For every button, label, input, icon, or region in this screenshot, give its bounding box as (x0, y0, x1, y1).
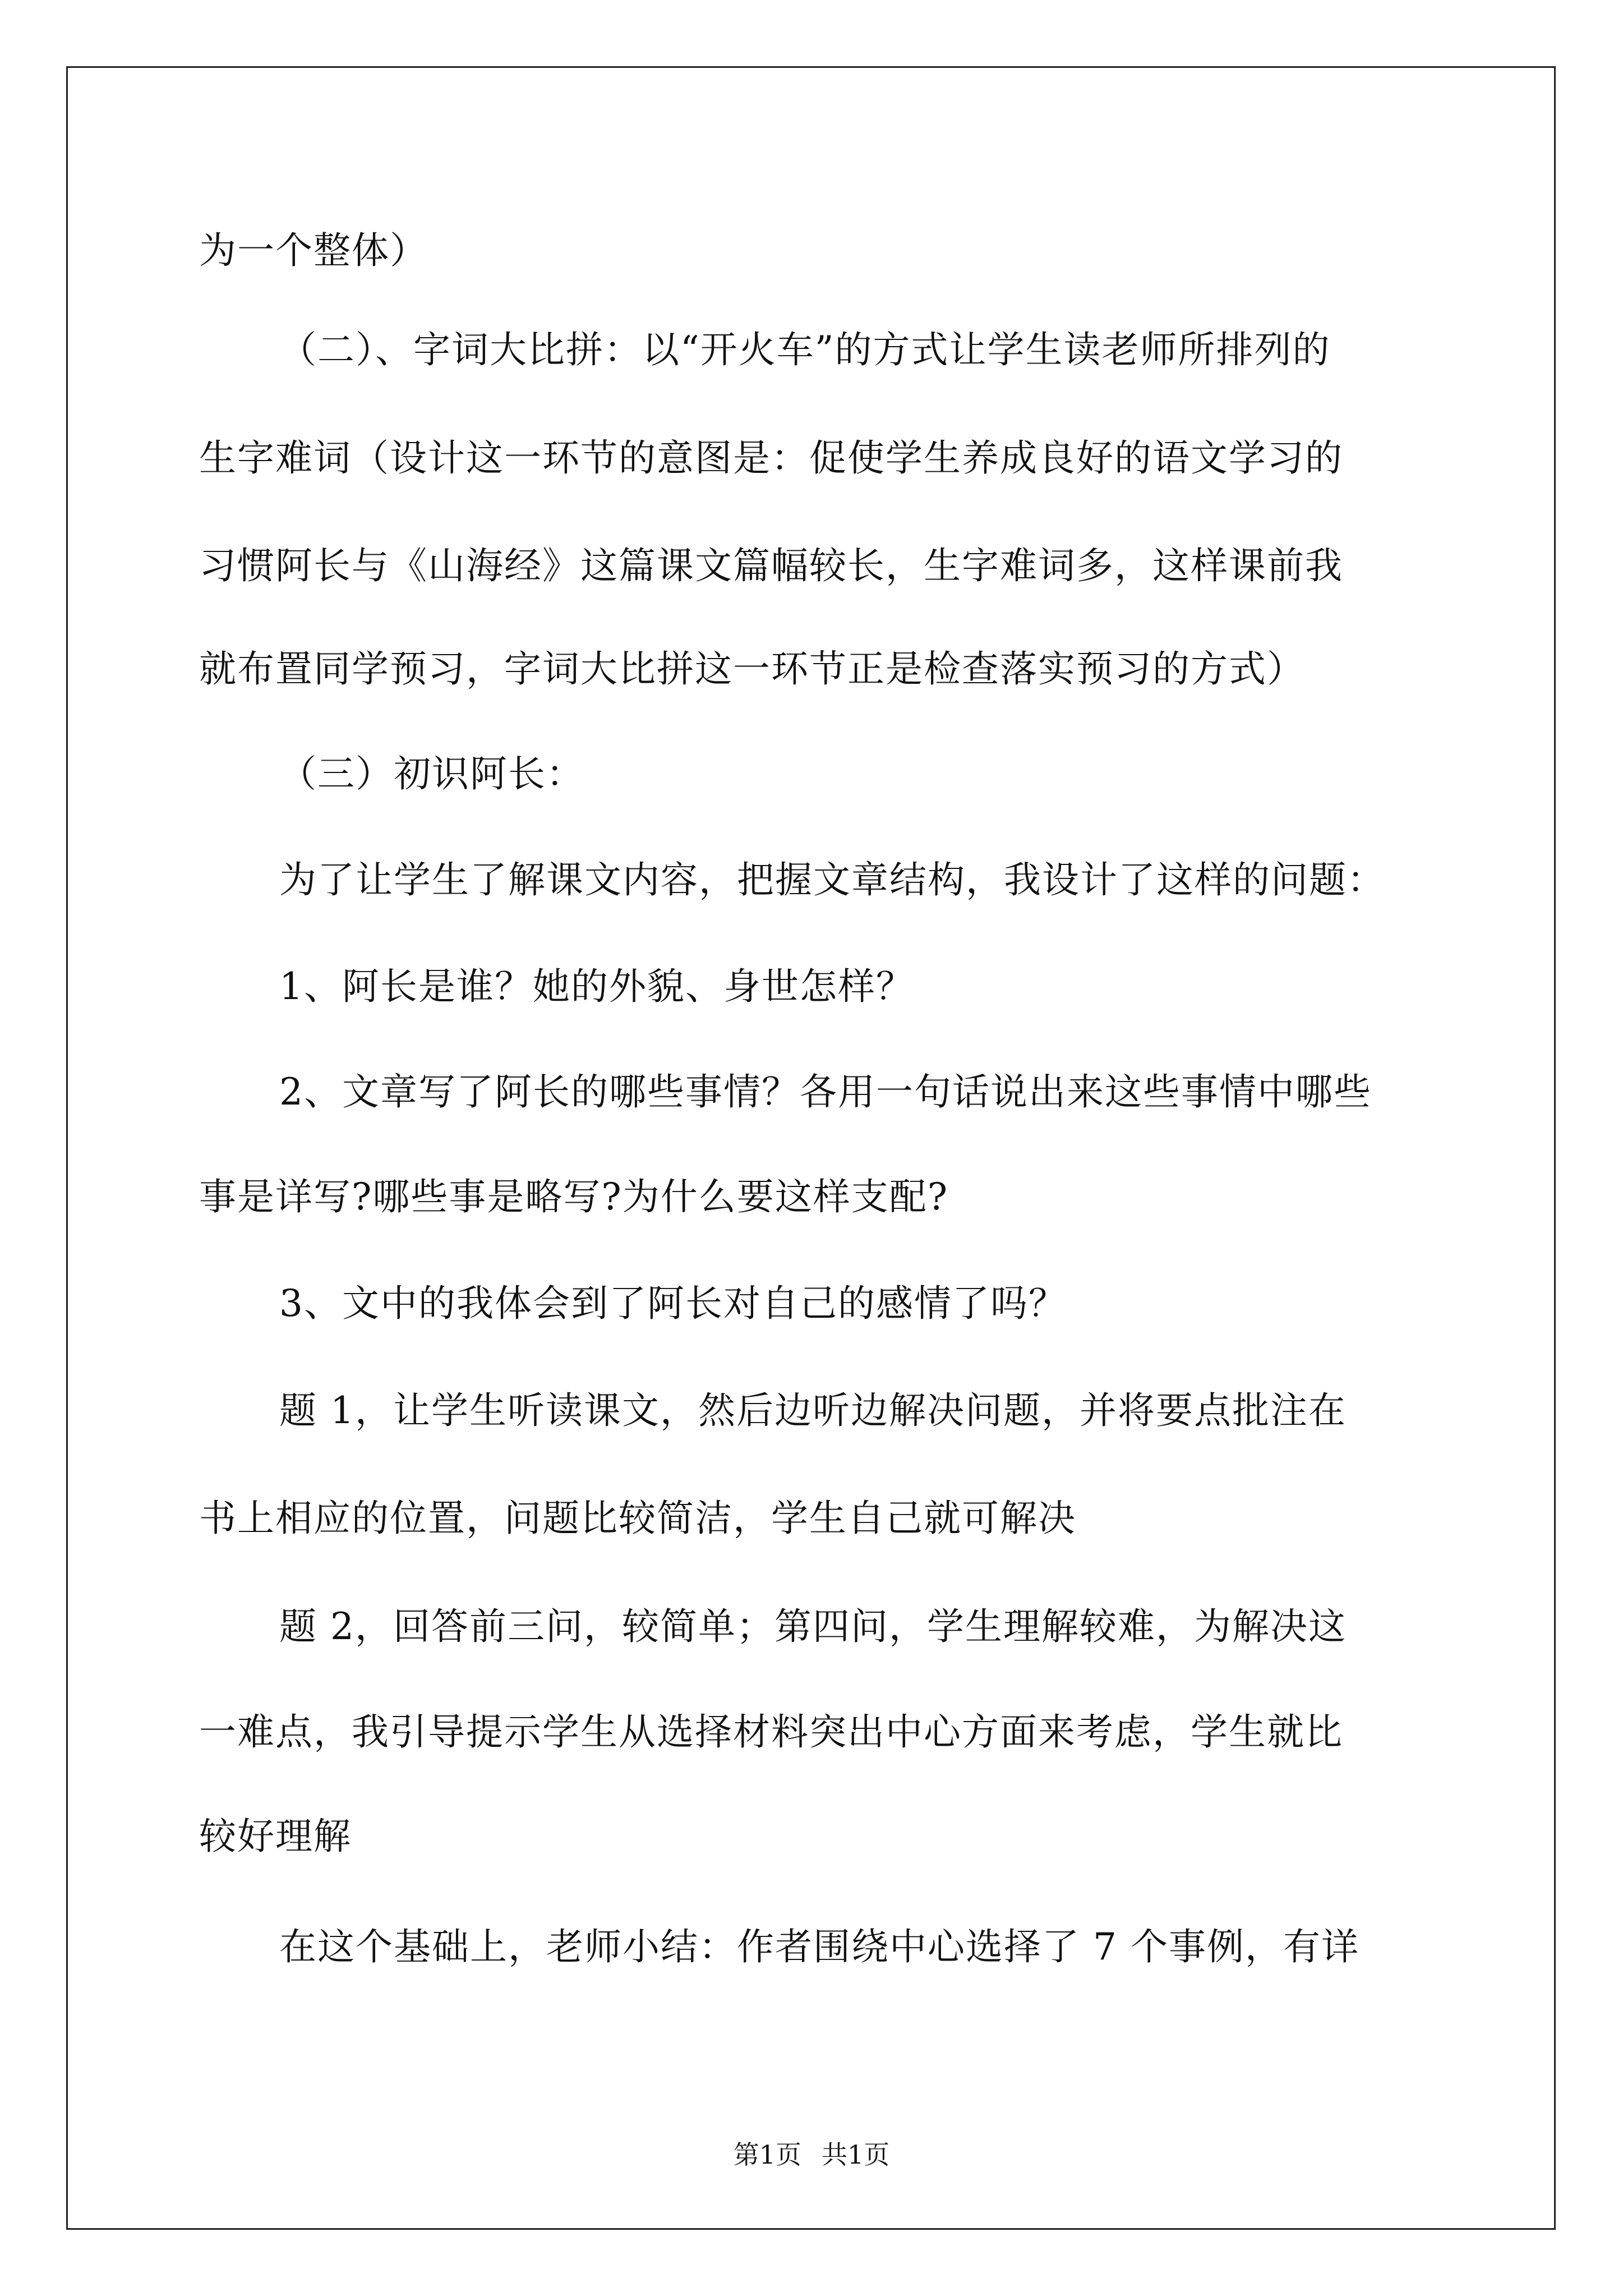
page-border (66, 66, 1556, 2230)
page-number: 第1页 (733, 2139, 801, 2170)
text-line: 为了让学生了解课文内容，把握文章结构，我设计了这样的问题： (279, 858, 1385, 901)
text-line: 题 2，回答前三问，较简单；第四问，学生理解较难，为解决这 (279, 1605, 1347, 1648)
text-line: （二）、字词大比拼：以“开火车”的方式让学生读老师所排列的 (279, 328, 1331, 371)
text-line: 就布置同学预习，字词大比拼这一环节正是检查落实预习的方式） (199, 647, 1305, 691)
text-line: 一难点，我引导提示学生从选择材料突出中心方面来考虑，学生就比 (199, 1710, 1343, 1754)
text-line: （三）初识阿长： (279, 752, 584, 795)
text-line: 生字难词（设计这一环节的意图是：促使学生养成良好的语文学习的 (199, 436, 1343, 480)
text-line: 为一个整体） (199, 229, 428, 272)
text-line: 书上相应的位置，问题比较简洁，学生自己就可解决 (199, 1497, 1076, 1540)
text-line: 题 1，让学生听读课文，然后边听边解决问题，并将要点批注在 (279, 1389, 1347, 1432)
text-line: 事是详写?哪些事是略写?为什么要这样支配? (199, 1175, 949, 1218)
page-total: 共1页 (822, 2139, 890, 2170)
text-line: 习惯阿长与《山海经》这篇课文篇幅较长，生字难词多，这样课前我 (199, 544, 1343, 587)
text-line: 2、文章写了阿长的哪些事情？各用一句话说出来这些事情中哪些 (279, 1070, 1372, 1114)
text-line: 较好理解 (199, 1815, 352, 1858)
text-line: 3、文中的我体会到了阿长对自己的感情了吗？ (279, 1282, 1067, 1325)
text-line: 在这个基础上，老师小结：作者围绕中心选择了 7 个事例，有详 (279, 1925, 1359, 1968)
page-footer (0, 2139, 1623, 2170)
text-line: 1、阿长是谁？她的外貌、身世怎样？ (279, 965, 914, 1008)
